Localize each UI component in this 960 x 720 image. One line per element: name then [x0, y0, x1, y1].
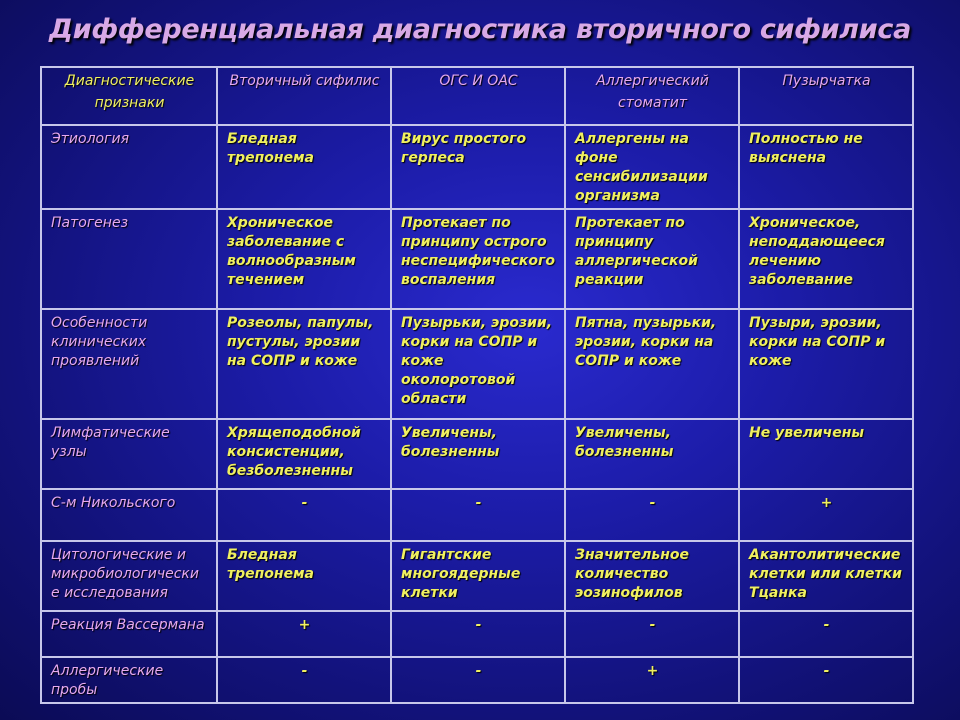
table-cell: Увеличены, болезненны	[565, 419, 739, 489]
table-cell: Вирус простого герпеса	[391, 125, 565, 209]
table-cell: +	[217, 611, 391, 657]
header-ogs-oas: ОГС И ОАС	[391, 67, 565, 125]
header-allergic-stomatitis: Аллергический стоматит	[565, 67, 739, 125]
table-cell: -	[391, 611, 565, 657]
table-cell: Хроническое заболевание с волнообразным течением	[217, 209, 391, 309]
table-cell: Пузыри, эрозии, корки на СОПР и коже	[739, 309, 913, 419]
row-label: Лимфатические узлы	[41, 419, 217, 489]
table-cell: Акантолитические клетки или клетки Тцанка	[739, 541, 913, 611]
table-cell: Хрящеподобной консистенции, безболезненны	[217, 419, 391, 489]
table-cell: Розеолы, папулы, пустулы, эрозии на СОПР и коже	[217, 309, 391, 419]
table-cell: Не увеличены	[739, 419, 913, 489]
table-cell: Увеличены, болезненны	[391, 419, 565, 489]
row-label: С-м Никольского	[41, 489, 217, 541]
table-cell: Пятна, пузырьки, эрозии, корки на СОПР и коже	[565, 309, 739, 419]
table-row	[41, 209, 913, 309]
row-label: Аллергические пробы	[41, 657, 217, 703]
header-secondary-syphilis: Вторичный сифилис	[217, 67, 391, 125]
table-cell: Бледная трепонема	[217, 125, 391, 209]
table-cell: -	[565, 611, 739, 657]
diagnosis-table	[40, 66, 914, 704]
table-cell: Гигантские многоядерные клетки	[391, 541, 565, 611]
table-cell: Хроническое, неподдающееся лечению заболевание	[739, 209, 913, 309]
table-cell: Пузырьки, эрозии, корки на СОПР и коже околоротовой области	[391, 309, 565, 419]
table-row	[41, 309, 913, 419]
header-diagnostic-signs: Диагностические признаки	[41, 67, 217, 125]
table-cell: -	[391, 489, 565, 541]
table-row	[41, 419, 913, 489]
table-cell: +	[739, 489, 913, 541]
table-row	[41, 541, 913, 611]
table-cell: Значительное количество эозинофилов	[565, 541, 739, 611]
table-cell: +	[565, 657, 739, 703]
table-cell: Протекает по принципу острого неспецифического воспаления	[391, 209, 565, 309]
table-cell: -	[739, 657, 913, 703]
row-label: Особенности клинических проявлений	[41, 309, 217, 419]
table-cell: Бледная трепонема	[217, 541, 391, 611]
row-label: Реакция Вассермана	[41, 611, 217, 657]
header-pemphigus: Пузырчатка	[739, 67, 913, 125]
table-cell: -	[739, 611, 913, 657]
row-label: Патогенез	[41, 209, 217, 309]
row-label: Цитологические и микробиологически е исследования	[41, 541, 217, 611]
table-row	[41, 125, 913, 209]
table-row	[41, 657, 913, 703]
table-cell: -	[217, 657, 391, 703]
table-cell: Протекает по принципу аллергической реакции	[565, 209, 739, 309]
table-cell: -	[391, 657, 565, 703]
table-header-row	[41, 67, 913, 125]
table-cell: Полностью не выяснена	[739, 125, 913, 209]
table-row	[41, 611, 913, 657]
table-row	[41, 489, 913, 541]
table-cell: -	[217, 489, 391, 541]
page-title: Дифференциальная диагностика вторичного сифилиса	[48, 14, 911, 45]
table-cell: Аллергены на фоне сенсибилизации организма	[565, 125, 739, 209]
row-label: Этиология	[41, 125, 217, 209]
table-cell: -	[565, 489, 739, 541]
